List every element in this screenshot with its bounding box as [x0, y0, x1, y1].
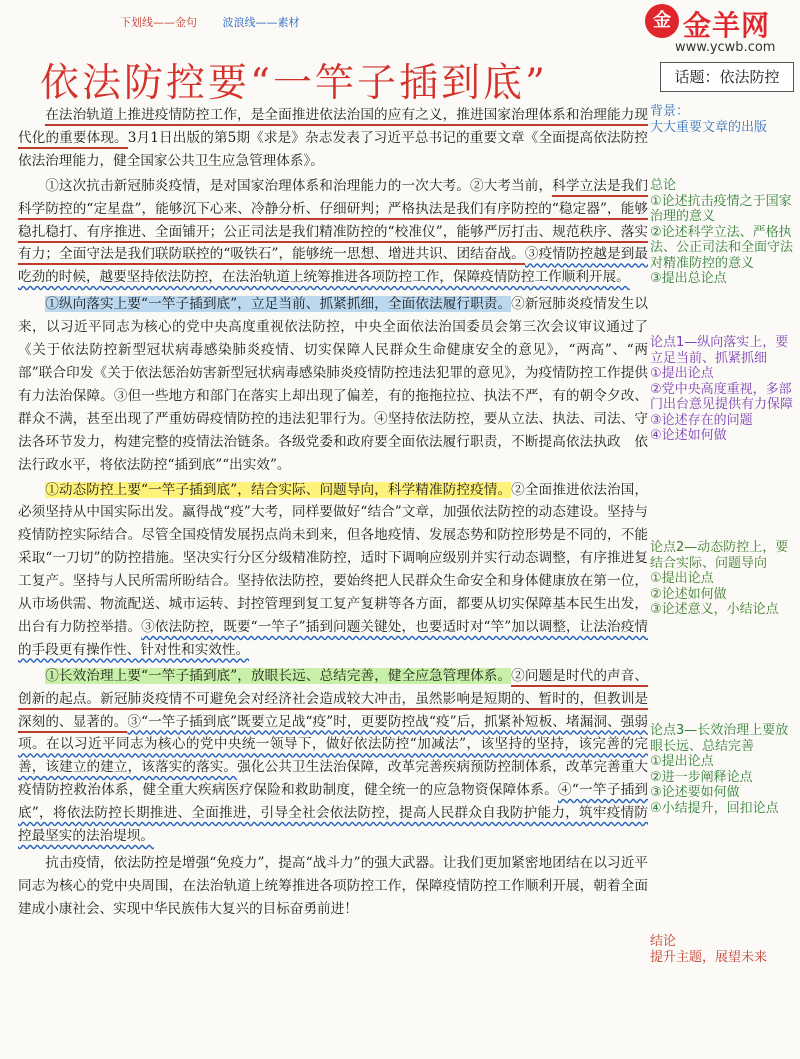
golden-sentence: 在法治轨道上推进疫情防控工作，是全面推进依法治国的应有之义，推进国家治理体系和治理能力现代化的重要体现。	[18, 107, 648, 149]
paragraph-2	[18, 175, 648, 290]
note-line: ①提出论点	[650, 571, 714, 586]
note-line: ②论述科学立法、严格执法、公正司法和全面守法对精准防控的意义	[650, 224, 794, 271]
annotation-legend	[120, 14, 322, 30]
paragraph-4	[18, 479, 648, 662]
note-line: 提升主题，展望未来	[650, 949, 768, 965]
legend-underline: 下划线——金句	[120, 16, 197, 29]
sub-argument-2: ①动态防控上要“一竿子插到底”，结合实际、问题导向，科学精准防控疫情。	[45, 481, 512, 498]
legend-wavy: 波浪线——素材	[222, 16, 300, 29]
note-line: 大大重要文章的出版	[650, 119, 768, 135]
note-point-3	[650, 723, 796, 816]
material-sentence: ③依法防控，既要“一竿子”插到问题关键处，也要适时对“竿”加以调整，让法治疫情的手段更有操作性、针对性和实效性。	[18, 618, 648, 658]
note-line: ①提出论点	[650, 754, 714, 769]
material-sentence: ③疫情防控越是到最吃劲的时候，越要坚持依法防控，在法治轨道上统筹推进各项防控工作，保障疫情防控工作顺利开展。	[18, 246, 648, 286]
note-line: ②进一步阐释论点	[650, 769, 753, 785]
note-line: ③论述存在的问题	[650, 412, 753, 428]
note-line: 背景：	[650, 104, 690, 119]
golden-sentence: ②问题是时代的声音、创新的起点。新冠肺炎疫情不可避免会对经济社会造成较大冲击，虽然影响是短期的、暂时的，但教训是深刻的、显著的。	[18, 668, 648, 733]
note-line: ④论述如何做	[650, 428, 727, 443]
material-sentence: ③“一竿子插到底”既要立足战“疫”时，更要防控战“疫”后，抓紧补短板、堵漏洞、强弱项。在以习近平同志为核心的党中央统一领导下，做好依法防控“加减法”，该坚持的坚持，该完善的完善，该建立的建立，该落实的落实。	[18, 713, 649, 776]
golden-sentence: 科学立法是我们科学防控的“定星盘”，能够沉下心来、冷静分析、仔细研判；严格执法是我们有序防控的“稳定器”，能够稳扎稳打、有序推进、全面铺开；公正司法是我们精准防控的“校准仪”，能够严厉打击、规范秩序、落实有力；全面守法是我们联防联控的“吸铁石”，能够统一思想、增进共识、团结奋战。	[18, 178, 648, 266]
note-line: 总论	[650, 178, 677, 193]
note-line: ③论述要如何做	[650, 785, 740, 800]
article-title: 依法防控要“一竿子插到底”	[40, 61, 548, 106]
note-line: ②党中央高度重视，多部门出台意见提供有力保障	[650, 381, 794, 412]
note-conclusion	[650, 934, 796, 965]
note-line: 论点1—纵向落实上，要立足当前、抓紧抓细	[650, 335, 789, 366]
paragraph-text: 3月1日出版的第5期《求是》杂志发表了习近平总书记的重要文章《全面提高依法防控依法治理能力，健全国家公共卫生应急管理体系》。	[18, 129, 648, 169]
note-line: ③论述意义，小结论点	[650, 602, 779, 617]
note-overview	[650, 178, 796, 287]
note-point-2	[650, 540, 796, 618]
note-line: 论点2—动态防控上，要结合实际、问题导向	[650, 540, 789, 571]
logo-url: www.ycwb.com	[675, 40, 776, 55]
note-point-1	[650, 335, 796, 444]
logo-mark-icon: 金	[645, 4, 679, 38]
paragraph-text: ①这次抗击新冠肺炎疫情，是对国家治理体系和治理能力的一次大考。②大考当前，	[45, 177, 553, 194]
note-line: ④小结提升，回扣论点	[650, 800, 779, 816]
paragraph-3	[18, 293, 648, 476]
material-sentence: ④“一竿子插到底”，将依法防控长期推进、全面推进，引导全社会依法防控，提高人民群众自我防护能力，筑牢疫情防控最坚实的法治堤坝。	[18, 782, 649, 845]
note-line: ②论述如何做	[650, 586, 727, 602]
paragraph-1	[18, 104, 648, 173]
note-line: ③提出总论点	[650, 271, 727, 286]
note-line: 结论	[650, 934, 677, 949]
sub-argument-3: ①长效治理上要“一竿子插到底”，放眼长远、总结完善，健全应急管理体系。	[45, 667, 512, 684]
site-logo	[645, 4, 795, 56]
sub-argument-1: ①纵向落实上要“一竿子插到底”，立足当前、抓紧抓细，全面依法履行职责。	[45, 296, 512, 313]
paragraph-6: 抗击疫情，依法防控是增强“免疫力”，提高“战斗力”的强大武器。让我们更加紧密地团结在以习近平同志为核心的党中央周围，在法治轨道上统筹推进各项防控工作，保障疫情防控工作顺利开展，朝着全面建成小康社会、实现中华民族伟大复兴的目标奋勇前进！	[18, 855, 648, 917]
paragraph-5	[18, 665, 648, 848]
note-line: ①提出论点	[650, 366, 714, 381]
note-line: ①论述抗击疫情之于国家治理的意义	[650, 193, 792, 224]
topic-box: 话题：依法防控	[660, 62, 794, 92]
note-line: 论点3—长效治理上要放眼长远、总结完善	[650, 723, 789, 754]
logo-name: 金羊网	[683, 9, 771, 42]
article-body	[18, 104, 648, 921]
note-background	[650, 104, 796, 135]
paragraph-text: ②全面推进依法治国，必须坚持从中国实际出发。赢得战“疫”大考，同样要做好“结合”文章，加强依法防控的动态建设。坚持与疫情防控实际结合。尽管全国疫情发展拐点尚未到来，但各地疫情、发展态势和防控形势是不同的，不能采取“一刀切”的防控措施。坚决实行分区分级精准防控，适时下调响应级别并实行动态调整，有序推进复工复产。坚持与人民所需所盼结合。坚持依法防控，要始终把人民群众生命安全和身体健康放在第一位，从市场供需、物流配送、城市运转、封控管理到复工复产复耕等各方面，都要从切实保障基本民生出发，出台有力防控举措。	[18, 481, 649, 635]
paragraph-text: ②新冠肺炎疫情发生以来，以习近平同志为核心的党中央高度重视依法防控，中央全面依法治国委员会第三次会议审议通过了《关于依法防控新型冠状病毒感染肺炎疫情、切实保障人民群众生命健康安全的意见》，“两高”、“两部”联合印发《关于依法惩治妨害新型冠状病毒感染肺炎疫情防控违法犯罪的意见》，为疫情防控工作提供有力法治保障。③但一些地方和部门在落实上却出现了偏差，有的拖拖拉拉、执法不严，有的朝令夕改、群众不满，甚至出现了严重妨碍疫情防控的违法犯罪行为。④坚持依法防控，要从立法、执法、司法、守法各环节发力，构建完整的疫情法治链条。各级党委和政府要全面依法履行职责，不断提高依法执政 依法行政水平，将依法防控“插到底”“出实效”。	[18, 296, 649, 473]
paragraph-text: 强化公共卫生法治保障，改革完善疾病预防控制体系，改革完善重大疫情防控救治体系，健全重大疾病医疗保险和救助制度，健全统一的应急物资保障体系。	[18, 759, 649, 799]
